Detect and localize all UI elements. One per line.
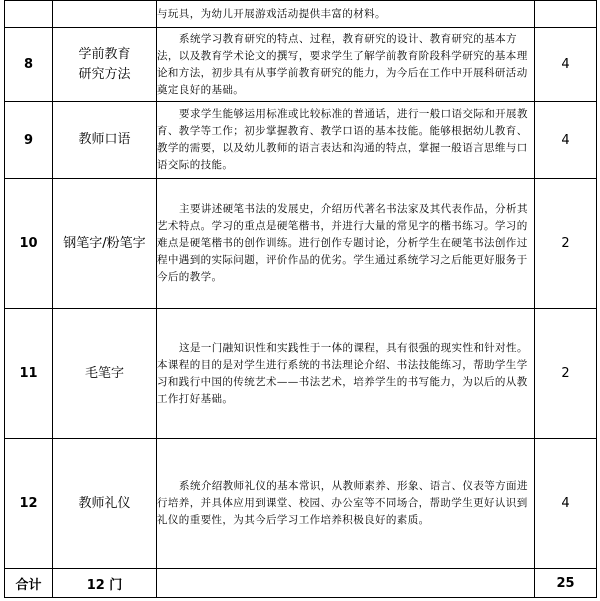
row-number: 10: [5, 179, 53, 309]
total-label: 合计: [5, 569, 53, 598]
credit-value: 4: [535, 102, 597, 179]
total-credits: 25: [535, 569, 597, 598]
description-text: 主要讲述硬笔书法的发展史，介绍历代著名书法家及其代表作品，分析其艺术特点。学习的重点是硬笔楷书，并进行大量的常见字的楷书练习。学习的难点是硬笔楷书的创作训练。进行创作专题讨论，分析学生在硬笔书法创作过程中遇到的实际问题，评价作品的优劣。学生通过系统学习之后能更好服务于今后的教学。: [157, 203, 528, 283]
course-name: 钢笔字/粉笔字: [53, 179, 157, 309]
total-blank-cell: [157, 569, 535, 598]
row-number: 8: [5, 28, 53, 102]
course-name: 毛笔字: [53, 309, 157, 439]
row-number: [5, 1, 53, 28]
course-description: [157, 439, 535, 569]
course-name-line: 研究方法: [78, 66, 131, 82]
course-description: [157, 28, 535, 102]
table-row: [5, 28, 597, 102]
row-number: 11: [5, 309, 53, 439]
description-text: 与玩具，为幼儿开展游戏活动提供丰富的材料。: [157, 8, 386, 20]
course-name: [53, 1, 157, 28]
description-text: 要求学生能够运用标准或比较标准的普通话，进行一般口语交际和开展教育、教学等工作；初步掌握教育、教学口语的基本技能。能够根据幼儿教育、教学的需要，以及幼儿教师的语言表达和沟通的特点，掌握一般语言思维与口语交际的技能。: [157, 108, 528, 171]
description-text: 系统介绍教师礼仪的基本常识，从教师素养、形象、语言、仪表等方面进行培养，并具体应用到课堂、校园、办公室等不同场合，帮助学生更好认识到礼仪的重要性，为其今后学习工作培养积极良好的素质。: [157, 480, 528, 526]
credit-value: 4: [535, 439, 597, 569]
course-description: [157, 1, 535, 28]
table-row: [5, 102, 597, 179]
row-number: 9: [5, 102, 53, 179]
table-row: [5, 1, 597, 28]
total-row: [5, 569, 597, 598]
course-description: [157, 309, 535, 439]
table-row: [5, 309, 597, 439]
course-name: 教师口语: [53, 102, 157, 179]
credit-value: 2: [535, 179, 597, 309]
table-row: [5, 179, 597, 309]
course-name: [53, 28, 157, 102]
credit-value: 2: [535, 309, 597, 439]
description-text: 这是一门融知识性和实践性于一体的课程，具有很强的现实性和针对性。本课程的目的是对学生进行系统的书法理论介绍、书法技能练习，帮助学生学习和践行中国的传统艺术——书法艺术，培养学生的书写能力，为以后的从教工作打好基础。: [157, 341, 528, 405]
description-text: 系统学习教育研究的特点、过程，教育研究的设计、教育研究的基本方法，以及教育学术论文的撰写，要求学生了解学前教育阶段科学研究的基本理论和方法，初步具有从事学前教育研究的能力，为今后在工作中开展科研活动奠定良好的基础。: [157, 32, 528, 96]
total-courses: 12 门: [53, 569, 157, 598]
course-name: 教师礼仪: [53, 439, 157, 569]
row-number: 12: [5, 439, 53, 569]
credit-value: [535, 1, 597, 28]
table-row: [5, 439, 597, 569]
curriculum-table: [4, 0, 597, 598]
course-name-line: 学前教育: [78, 46, 131, 62]
credit-value: 4: [535, 28, 597, 102]
course-description: [157, 179, 535, 309]
course-description: [157, 102, 535, 179]
